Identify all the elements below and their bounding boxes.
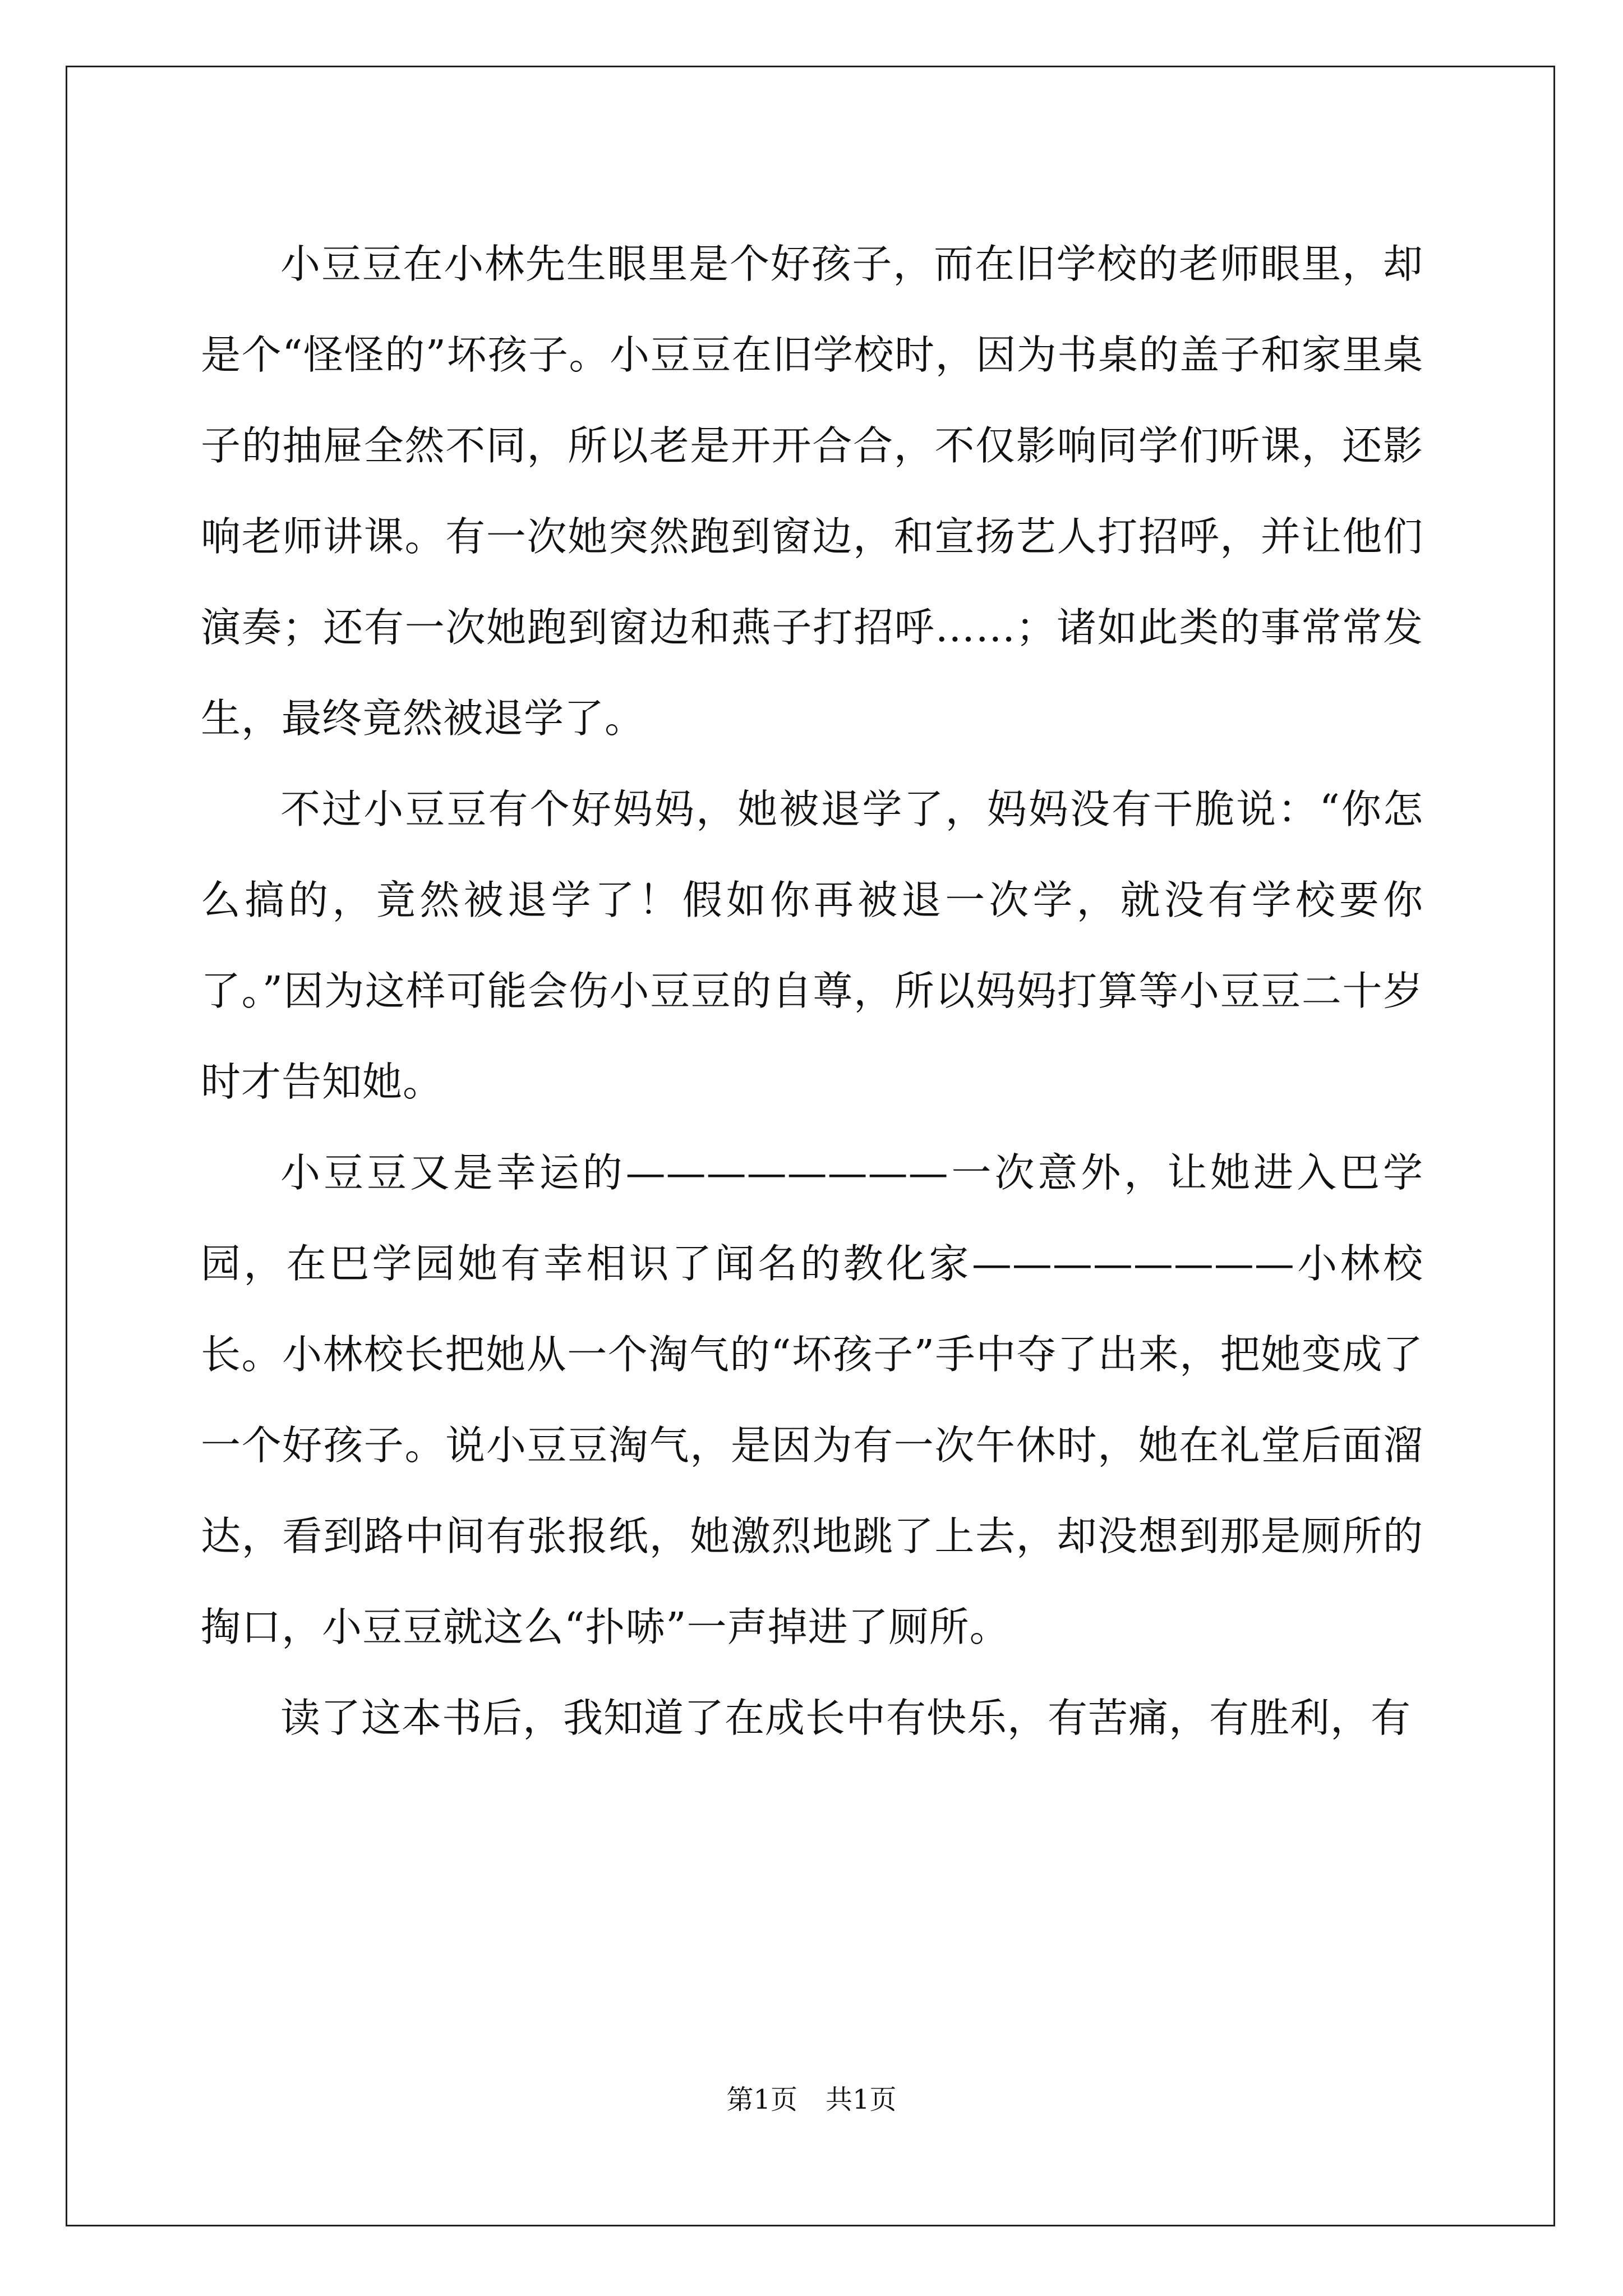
paragraph-3: 小豆豆又是幸运的————————一次意外，让她进入巴学园，在巴学园她有幸相识了闻名的教化家————————小林校长。小林校长把她从一个淘气的“坏孩子”手中夺了出来，把她变成了一个好孩子。说小豆豆淘气，是因为有一次午休时，她在礼堂后面溜达，看到路中间有张报纸，她激烈地跳了上去，却没想到那是厕所的掏口，小豆豆就这么“扑哧”一声掉进了厕所。	[201, 1149, 1423, 1650]
page-number-current: 第1页	[726, 2084, 797, 2115]
document-body	[201, 219, 1423, 1764]
page-number-total: 共1页	[826, 2084, 897, 2115]
paragraph-2: 不过小豆豆有个好妈妈，她被退学了，妈妈没有干脆说：“你怎么搞的，竟然被退学了！假如你再被退一次学，就没有学校要你了。”因为这样可能会伤小豆豆的自尊，所以妈妈打算等小豆豆二十岁时才告知她。	[201, 786, 1423, 1105]
paragraph-4: 读了这本书后，我知道了在成长中有快乐，有苦痛，有胜利，有	[280, 1695, 1412, 1741]
paragraph-1: 小豆豆在小林先生眼里是个好孩子，而在旧学校的老师眼里，却是个“怪怪的”坏孩子。小豆豆在旧学校时，因为书桌的盖子和家里桌子的抽屉全然不同，所以老是开开合合，不仅影响同学们听课，还影响老师讲课。有一次她突然跑到窗边，和宣扬艺人打招呼，并让他们演奏；还有一次她跑到窗边和燕子打招呼……；诸如此类的事常常发生，最终竟然被退学了。	[201, 241, 1423, 742]
page-footer	[0, 2083, 1623, 2116]
